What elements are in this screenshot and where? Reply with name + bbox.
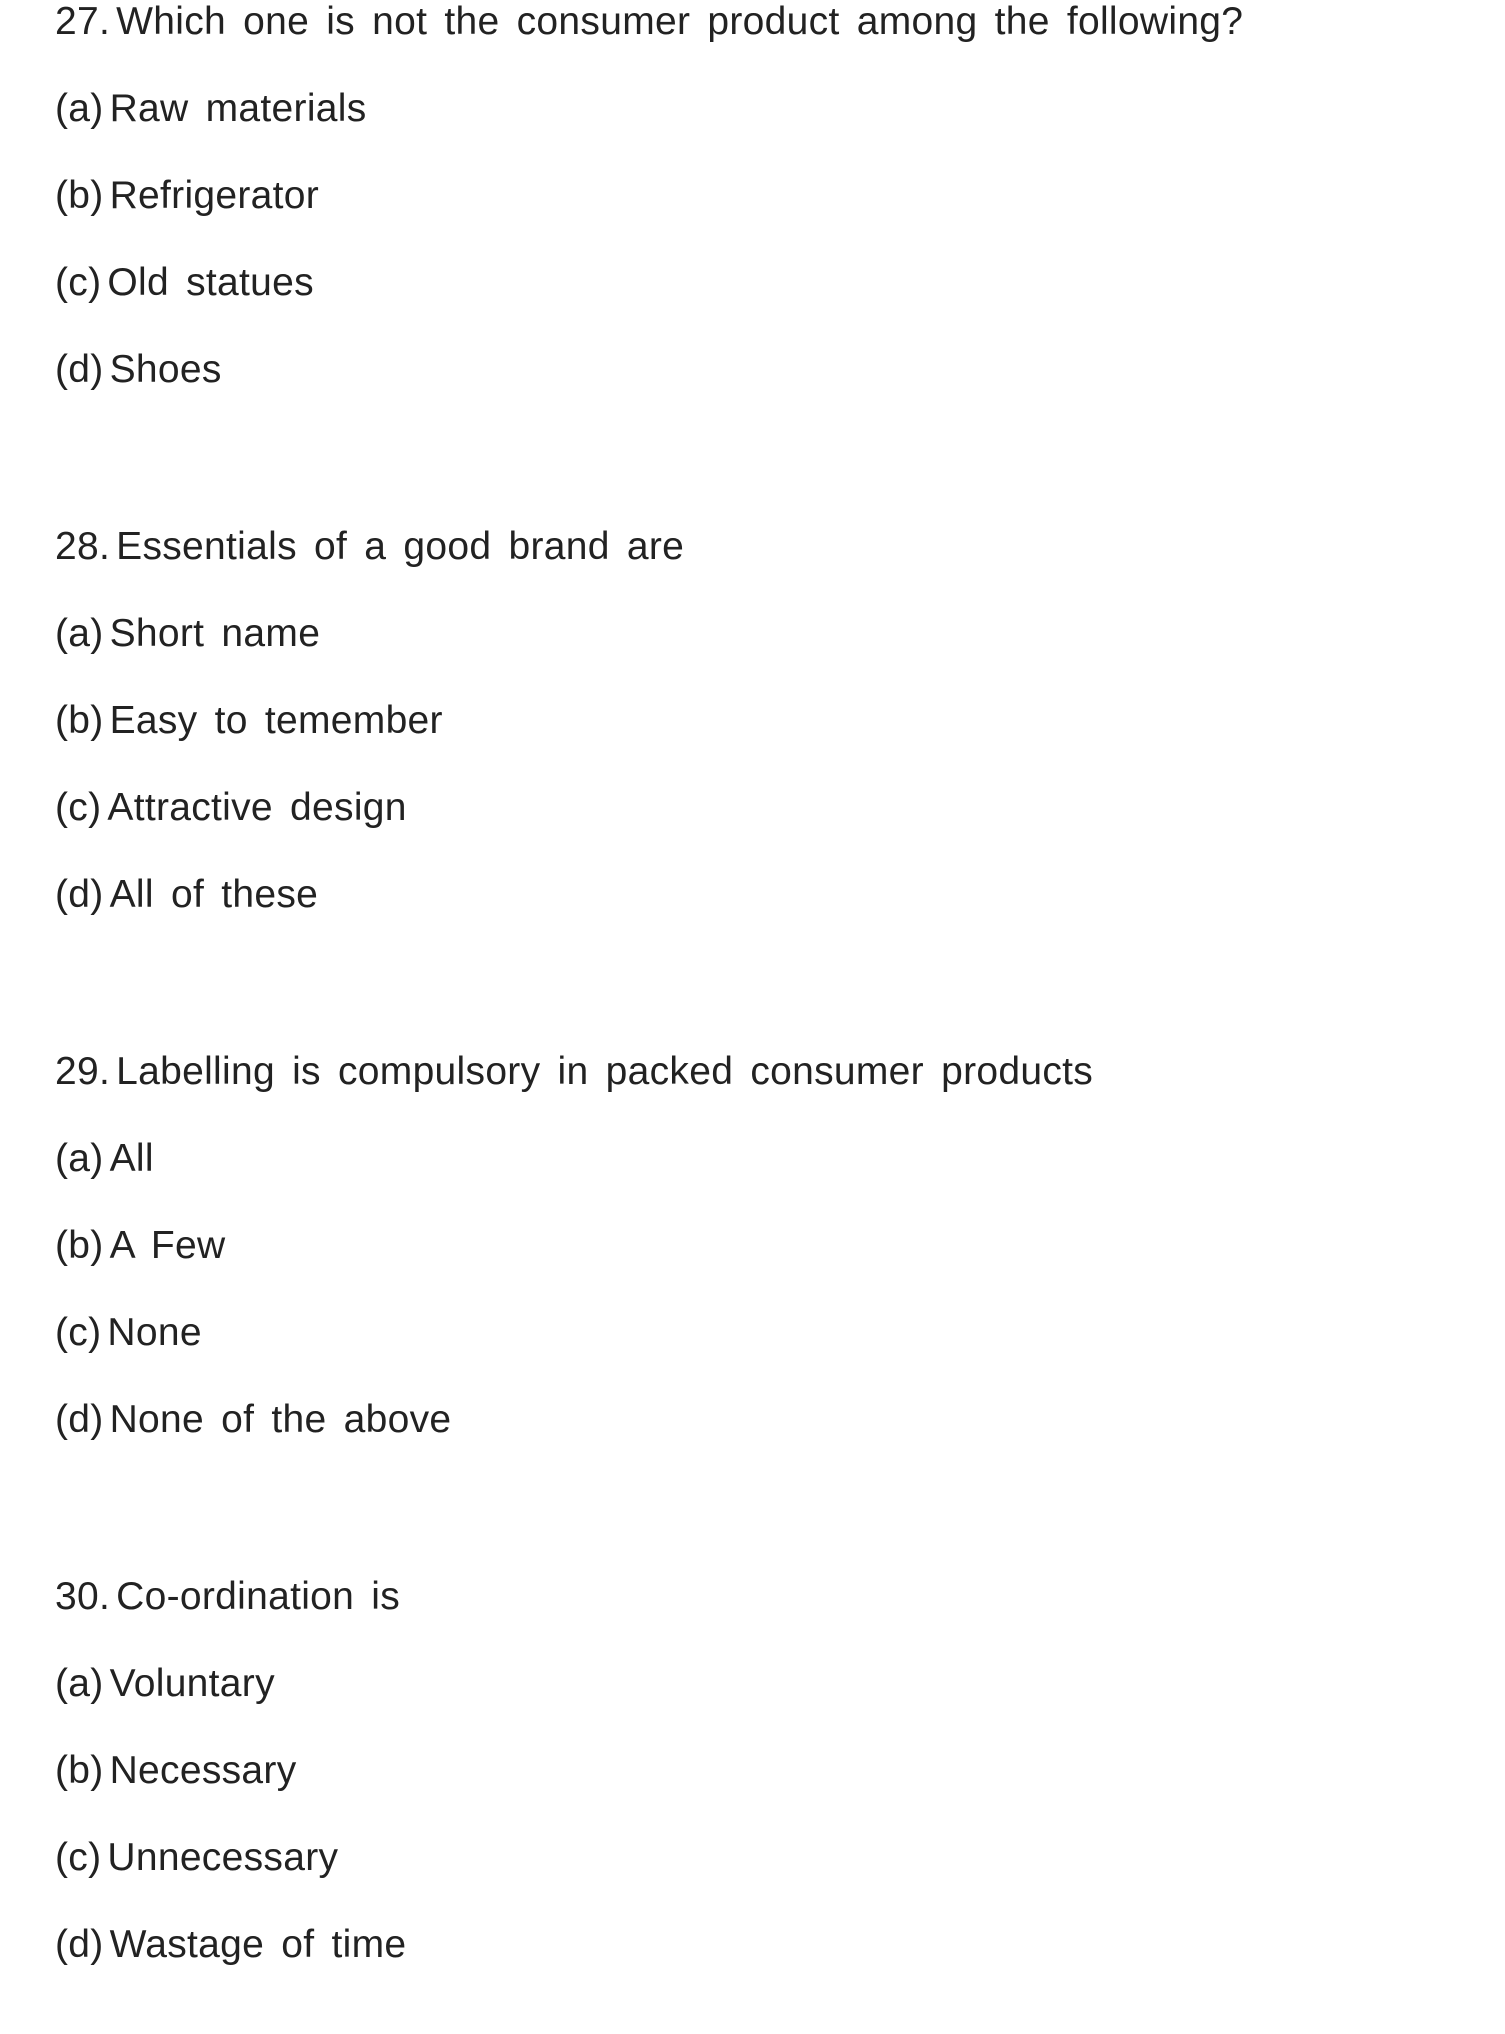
option-letter: (d)	[55, 1923, 104, 1966]
question-stem: Which one is not the consumer product among the following?	[116, 0, 1244, 43]
option-text: Voluntary	[109, 1662, 275, 1705]
option-letter: (d)	[55, 348, 104, 391]
option-text: None of the above	[109, 1398, 452, 1441]
option-letter: (b)	[55, 174, 104, 217]
question-text	[55, 525, 1455, 569]
question-stem: Labelling is compulsory in packed consumer products	[116, 1050, 1094, 1093]
option-c	[55, 1836, 1455, 1880]
option-c	[55, 261, 1455, 305]
option-text: Raw materials	[109, 87, 367, 130]
option-letter: (c)	[55, 1836, 102, 1879]
option-a	[55, 87, 1455, 131]
question-stem: Co-ordination is	[116, 1575, 401, 1618]
option-letter: (c)	[55, 1311, 102, 1354]
option-b	[55, 1749, 1455, 1793]
option-letter: (a)	[55, 1662, 104, 1705]
option-text: None	[107, 1311, 202, 1354]
question-number: 29.	[55, 1050, 111, 1093]
question-text	[55, 1050, 1455, 1094]
question-number: 30.	[55, 1575, 111, 1618]
option-text: Old statues	[107, 261, 314, 304]
option-text: Short name	[109, 612, 321, 655]
question-number: 28.	[55, 525, 111, 568]
option-letter: (a)	[55, 612, 104, 655]
option-text: Necessary	[109, 1749, 297, 1792]
option-letter: (a)	[55, 1137, 104, 1180]
option-d	[55, 1398, 1455, 1442]
option-letter: (b)	[55, 1224, 104, 1267]
option-letter: (a)	[55, 87, 104, 130]
question-29	[55, 1050, 1455, 1442]
option-text: All of these	[109, 873, 319, 916]
option-b	[55, 174, 1455, 218]
option-c	[55, 1311, 1455, 1355]
option-letter: (c)	[55, 261, 102, 304]
option-b	[55, 1224, 1455, 1268]
option-text: Easy to temember	[109, 699, 443, 742]
option-d	[55, 1923, 1455, 1967]
option-letter: (b)	[55, 1749, 104, 1792]
option-letter: (c)	[55, 786, 102, 829]
option-text: Attractive design	[107, 786, 407, 829]
question-stem: Essentials of a good brand are	[116, 525, 685, 568]
option-d	[55, 348, 1455, 392]
option-d	[55, 873, 1455, 917]
question-28	[55, 525, 1455, 917]
option-a	[55, 612, 1455, 656]
option-text: Unnecessary	[107, 1836, 339, 1879]
question-number: 27.	[55, 0, 111, 43]
question-text	[55, 0, 1455, 44]
question-30	[55, 1575, 1455, 1967]
option-text: A Few	[109, 1224, 226, 1267]
option-a	[55, 1137, 1455, 1181]
option-letter: (d)	[55, 873, 104, 916]
option-text: All	[109, 1137, 154, 1180]
option-c	[55, 786, 1455, 830]
option-letter: (b)	[55, 699, 104, 742]
option-a	[55, 1662, 1455, 1706]
question-text	[55, 1575, 1455, 1619]
option-text: Refrigerator	[109, 174, 320, 217]
option-b	[55, 699, 1455, 743]
option-text: Shoes	[109, 348, 222, 391]
question-27	[55, 0, 1455, 392]
option-text: Wastage of time	[109, 1923, 407, 1966]
option-letter: (d)	[55, 1398, 104, 1441]
